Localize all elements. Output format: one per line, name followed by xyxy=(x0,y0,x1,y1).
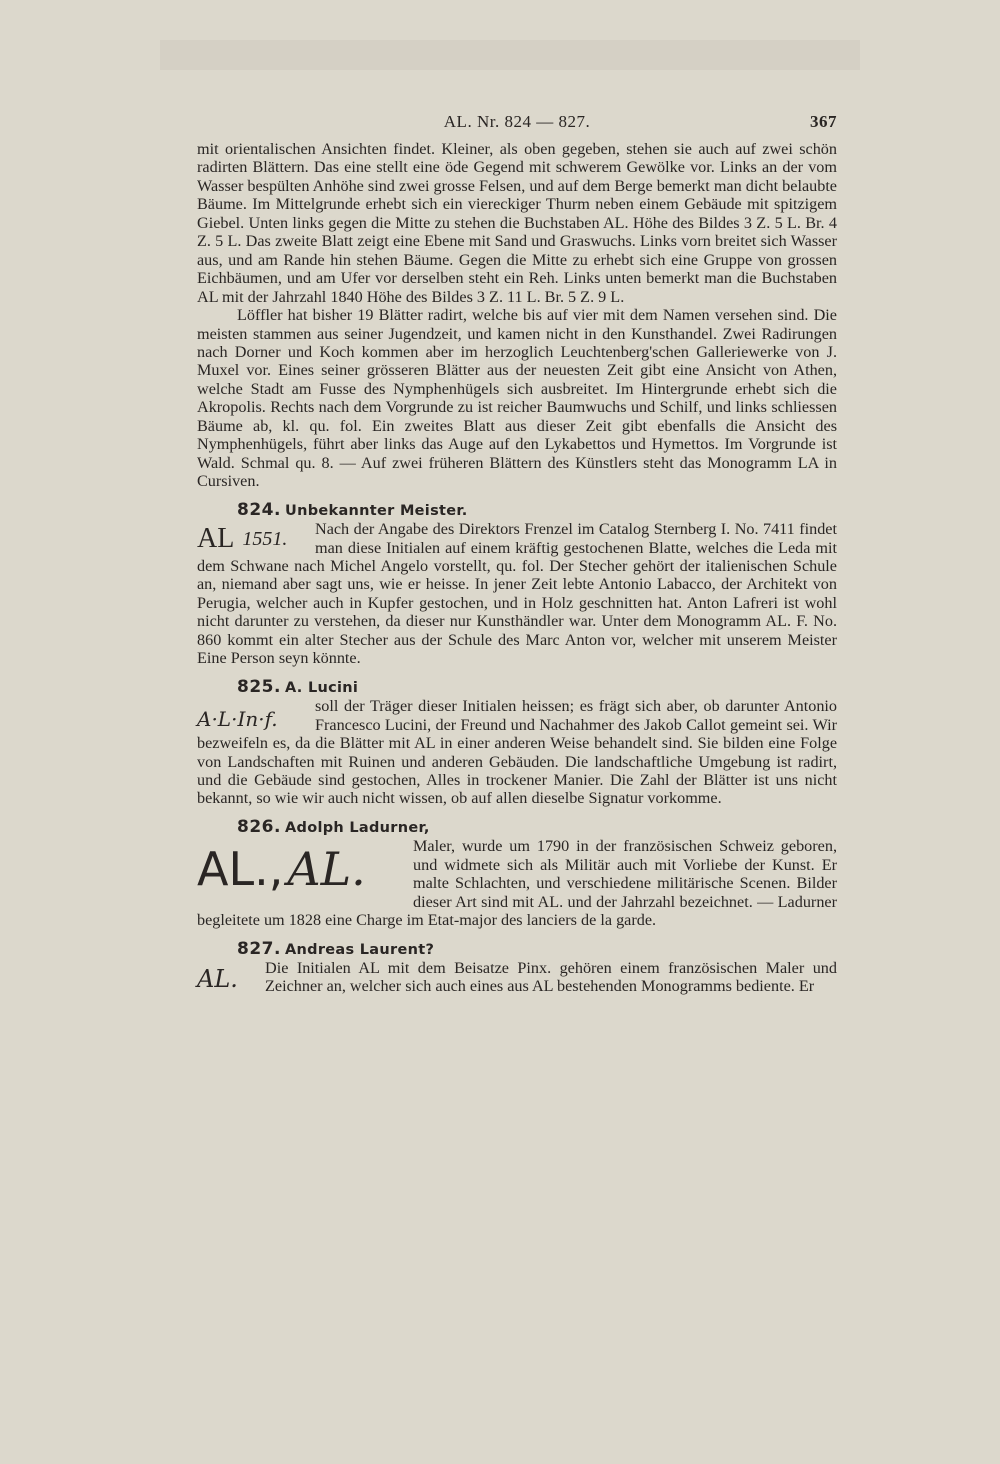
entry-825-heading xyxy=(197,678,837,697)
monogram-824 xyxy=(197,520,307,554)
monogram-script: AL. xyxy=(287,842,366,897)
monogram-roman: AL., xyxy=(197,842,284,897)
entry-825 xyxy=(197,678,837,808)
entry-number: 824. xyxy=(237,499,281,520)
text-column xyxy=(197,112,837,996)
entry-number: 825. xyxy=(237,676,281,697)
monogram-826 xyxy=(197,837,405,897)
running-header xyxy=(197,112,837,140)
entry-text: Maler, wurde um 1790 in der französischen Schweiz geboren, und widmete sich als Militär auch mit Vorliebe der Kunst. Er malte Schlachten, und verschiedene militärische Scenen. Bilder dieser Art sind mit AL. und der Jahrzahl bezeichnet. — Ladurner begleitete um 1828 eine Charge im Etat-major des lanciers de la garde. xyxy=(197,837,837,930)
running-title: AL. Nr. 824 — 827. xyxy=(443,112,591,131)
bleed-through-shadow xyxy=(160,40,860,70)
monogram-825 xyxy=(197,697,307,731)
intro-paragraph-2: Löffler hat bisher 19 Blätter radirt, welche bis auf vier mit dem Namen versehen sind. Die meisten stammen aus seiner Jugendzeit, und kamen nicht in den Kunsthandel. Zwei Radirungen nach Dorner und Koch kommen aber im herzoglich Leuchtenberg'schen Galleriewerke von J. Muxel vor. Eines seiner grösseren Blätter aus der neuesten Zeit gibt eine Ansicht von Athen, welche Stadt am Fusse des Nymphenhügels sich ausbreitet. Im Hintergrunde erhebt sich die Akropolis. Rechts nach dem Vorgrunde zu ist reicher Baumwuchs und Schilf, und links schliessen Bäume ab, kl. qu. fol. Ein zweites Blatt aus dieser Zeit gibt ebenfalls die Ansicht des Nymphenhügels, führt aber links das Auge auf den Lykabettos und Hymettos. Im Vorgrunde ist Wald. Schmal qu. 8. — Auf zwei früheren Blättern des Künstlers steht das Monogramm LA in Cursiven. xyxy=(197,306,837,491)
entry-824 xyxy=(197,501,837,668)
intro-paragraph-1: mit orientalischen Ansichten findet. Kleiner, als oben gegeben, stehen sie auch auf zwei schön radirten Blättern. Das eine stellt eine öde Gegend mit schwerem Gewölke vor. Links an der vom Wasser bespülten Anhöhe sind zwei grosse Felsen, und auf dem Berge bemerkt man dicht belaubte Bäume. Im Mittelgrunde erhebt sich ein viereckiger Thurm neben einem Gebäude mit spitzigem Giebel. Unten links gegen die Mitte zu stehen die Buchstaben AL. Höhe des Bildes 3 Z. 5 L. Br. 4 Z. 5 L. Das zweite Blatt zeigt eine Ebene mit Sand und Graswuchs. Links vorn breitet sich Wasser aus, und am Rande hin stehen Bäume. Gegen die Mitte zu erhebt sich eine Gruppe von grossen Eichbäumen, und am Ufer vor derselben steht ein Reh. Links unten bemerkt man die Buchstaben AL mit der Jahrzahl 1840 Höhe des Bildes 3 Z. 11 L. Br. 5 Z. 9 L. xyxy=(197,140,837,306)
entry-number: 826. xyxy=(237,816,281,837)
artist-name: Adolph Ladurner, xyxy=(285,819,430,836)
page-number: 367 xyxy=(810,112,837,131)
artist-name: Andreas Laurent? xyxy=(285,941,435,958)
entry-text: soll der Träger dieser Initialen heissen; es frägt sich aber, ob darunter Antonio Francesco Lucini, der Freund und Nachahmer des Jakob Callot gemeint sei. Wir bezweifeln es, da die Blätter mit AL in einer anderen Weise behandelt sind. Sie bilden eine Folge von Landschaften mit Ruinen und anderen Gebäuden. Die landschaftliche Umgebung ist radirt, und die Gebäude sind gestochen, Alles in trockener Manier. Die Zahl der Blätter ist uns nicht bekannt, so wie wir auch nicht wissen, ob auf allen dieselbe Signatur vorkomme. xyxy=(197,697,837,808)
monogram-letters: A·L·In·f. xyxy=(197,707,278,732)
artist-name: A. Lucini xyxy=(285,679,359,696)
artist-name: Unbekannter Meister. xyxy=(285,502,468,519)
entry-824-heading xyxy=(197,501,837,520)
monogram-letters: AL xyxy=(197,523,235,555)
entry-827 xyxy=(197,940,837,996)
entry-number: 827. xyxy=(237,938,281,959)
entry-text: Nach der Angabe des Direktors Frenzel im Catalog Sternberg I. No. 7411 findet man diese Initialen auf einem kräftig gestochenen Blatte, welches die Leda mit dem Schwane nach Michel Angelo vorstellt, qu. fol. Der Stecher gehört der italienischen Schule an, niemand aber sagt uns, wie er heisse. In jener Zeit lebte Antonio Labacco, der Architekt von Perugia, welcher auch in Kupfer gestochen, und in Holz geschnitten hat. Anton Lafreri ist wohl nicht darunter zu verstehen, da dieser nur Kunsthändler war. Unter dem Monogramm AL. F. No. 860 kommt ein alter Stecher aus der Schule des Marc Anton vor, welcher mit unserem Meister Eine Person seyn könnte. xyxy=(197,520,837,668)
monogram-year: 1551. xyxy=(242,528,288,551)
entry-text: Die Initialen AL mit dem Beisatze Pinx. gehören einem französischen Maler und Zeichner an, welcher sich auch eines aus AL bestehenden Monogramms bediente. Er xyxy=(265,959,837,996)
entry-826 xyxy=(197,818,837,930)
entry-827-heading xyxy=(197,940,837,959)
monogram-827 xyxy=(197,959,257,993)
monogram-letters: AL. xyxy=(197,965,238,994)
entry-826-heading xyxy=(197,818,837,837)
